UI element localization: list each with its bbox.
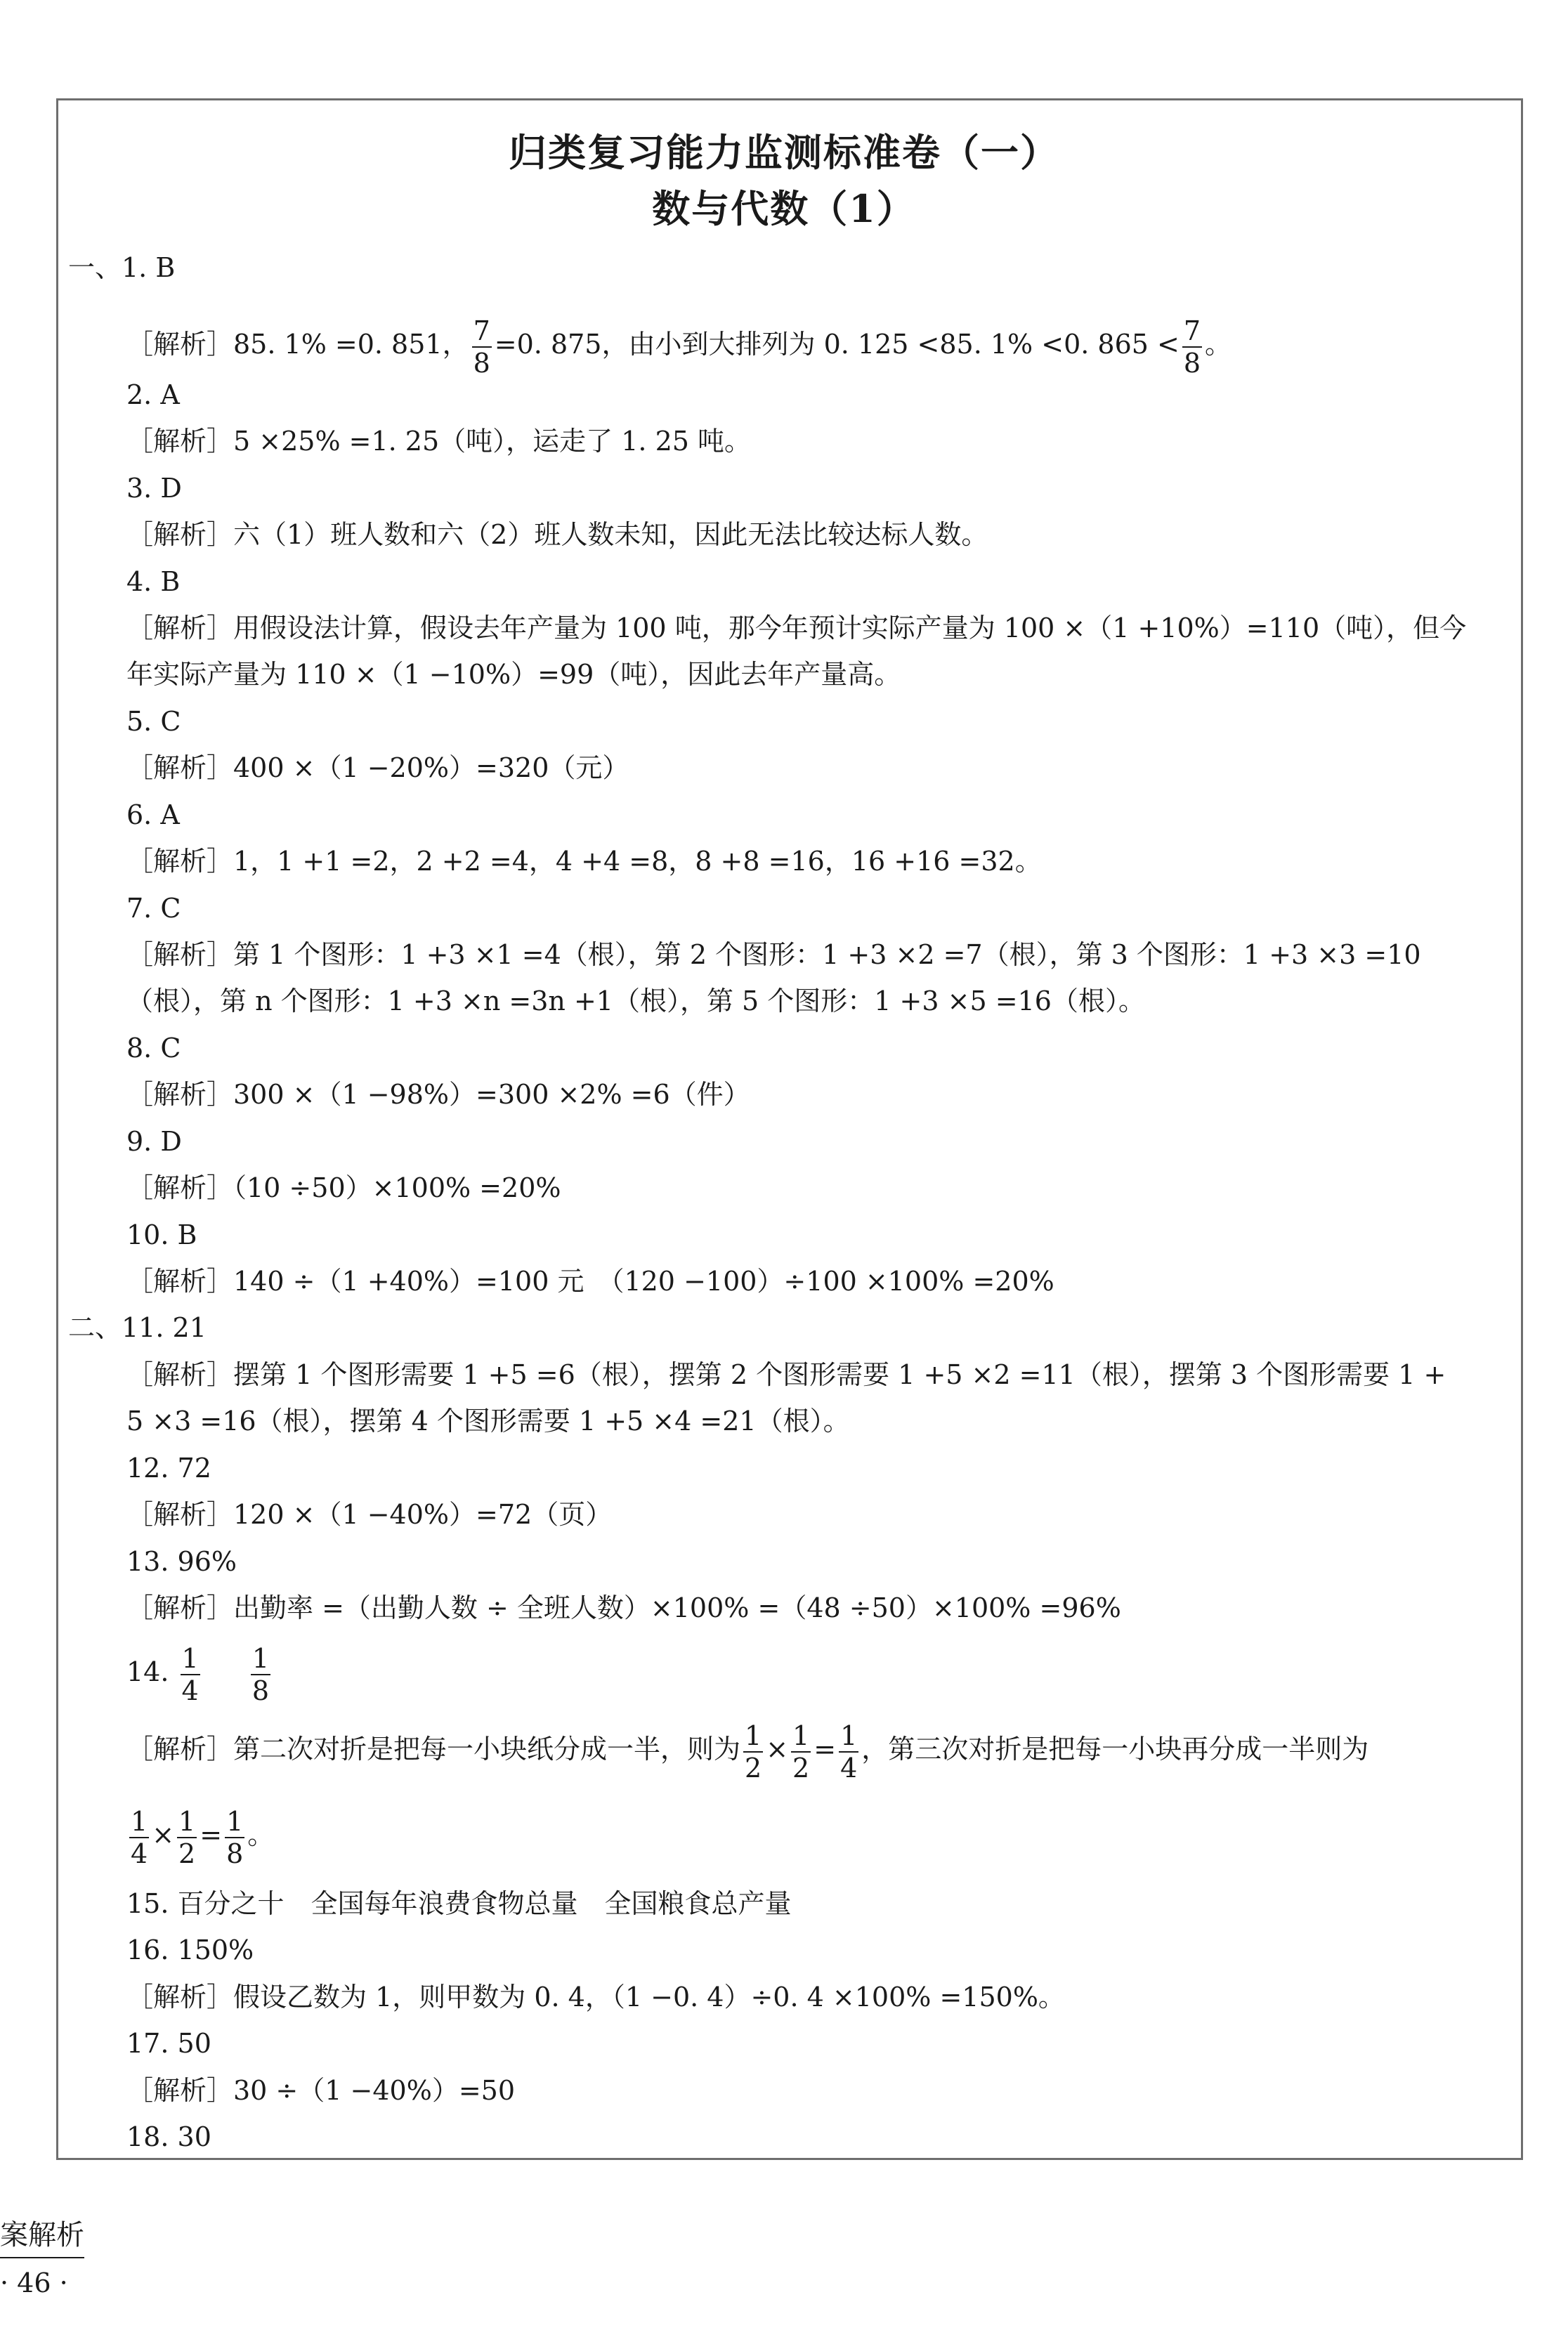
answer-7: 7. C [126,893,181,924]
footer-section-label: 案解析 [0,2213,84,2258]
fraction-1-2-third: $\frac{1}{2}$ [178,1805,196,1869]
analysis-14-line-2 [126,1800,274,1870]
fraction-7-8-second: $\frac{7}{8}$ [1183,315,1201,379]
analysis-11-line-1: ［解析］摆第 1 个图形需要 1 +5 =6（根），摆第 2 个图形需要 1 +5 ×2 =11（根），摆第 3 个图形需要 1 + [126,1359,1446,1390]
analysis-14-line-1 [126,1714,1368,1784]
analysis-5: ［解析］400 ×（1 −20%）=320（元） [126,752,629,783]
answer-14 [126,1637,273,1707]
page-frame [56,98,1523,2160]
analysis-1 [126,309,1231,379]
analysis-2: ［解析］5 ×25% =1. 25（吨），运走了 1. 25 吨。 [126,426,752,457]
page-number: · 46 · [0,2267,68,2298]
analysis-13: ［解析］出勤率 =（出勤人数 ÷ 全班人数）×100% =（48 ÷50）×100% =96% [126,1592,1121,1623]
answer-13: 13. 96% [126,1546,237,1577]
analysis-7-line-1: ［解析］第 1 个图形：1 +3 ×1 =4（根），第 2 个图形：1 +3 ×2 =7（根），第 3 个图形：1 +3 ×3 =10 [126,939,1421,970]
page-title: 归类复习能力监测标准卷（一） [509,130,1059,175]
answer-9: 9. D [126,1126,182,1157]
analysis-11-line-2: 5 ×3 =16（根），摆第 4 个图形需要 1 +5 ×4 =21（根）。 [126,1406,850,1436]
analysis-10: ［解析］140 ÷（1 +40%）=100 元 （120 −100）÷100 ×100% =20% [126,1266,1054,1297]
answer-18: 18. 30 [126,2121,211,2152]
answer-11: 二、11. 21 [68,1312,207,1343]
times-sign-second: × [152,1819,175,1850]
analysis-9: ［解析］（10 ÷50）×100% =20% [126,1172,561,1203]
answer-2: 2. A [126,379,180,410]
answer-17: 17. 50 [126,2028,211,2059]
answer-16: 16. 150% [126,1935,254,1965]
answer-6: 6. A [126,799,180,830]
fraction-1-2-second: $\frac{1}{2}$ [792,1720,810,1784]
analysis-14-text-a: ［解析］第二次对折是把每一小块纸分成一半，则为 [126,1734,741,1765]
analysis-14-text-b: ，第三次对折是把每一小块再分成一半则为 [861,1734,1369,1765]
analysis-8: ［解析］300 ×（1 −98%）=300 ×2% =6（件） [126,1079,750,1110]
answer-12: 12. 72 [126,1453,211,1484]
fraction-1-4-result: $\frac{1}{4}$ [840,1720,858,1784]
fraction-1-2: $\frac{1}{2}$ [745,1720,762,1784]
analysis-7-line-2: （根），第 n 个图形：1 +3 ×n =3n +1（根），第 5 个图形：1 +3 ×5 =16（根）。 [126,986,1145,1016]
equals-sign-second: = [200,1819,223,1850]
equals-sign: = [814,1734,837,1765]
answer-10: 10. B [126,1219,197,1250]
analysis-4-line-2: 年实际产量为 110 ×（1 −10%）=99（吨），因此去年产量高。 [126,659,901,690]
answer-8: 8. C [126,1033,181,1063]
fraction-7-8: $\frac{7}{8}$ [473,315,490,379]
analysis-1-text-c: 。 [1205,329,1232,360]
analysis-1-text-b: =0. 875，由小到大排列为 0. 125 <85. 1% <0. 865 < [494,329,1180,360]
answer-5: 5. C [126,706,181,737]
answer-1: 一、1. B [68,252,176,283]
fraction-1-8-result: $\frac{1}{8}$ [226,1805,244,1869]
fraction-1-4-second: $\frac{1}{4}$ [131,1805,148,1869]
analysis-12: ［解析］120 ×（1 −40%）=72（页） [126,1499,613,1530]
analysis-4-line-1: ［解析］用假设法计算，假设去年产量为 100 吨，那今年预计实际产量为 100 ×（1 +10%）=110（吨），但今 [126,613,1467,643]
answer-4: 4. B [126,566,181,597]
analysis-6: ［解析］1，1 +1 =2，2 +2 =4，4 +4 =8，8 +8 =16，16 +16 =32。 [126,846,1042,877]
fraction-1-4: $\frac{1}{4}$ [181,1642,199,1706]
answer-15: 15. 百分之十 全国每年浪费食物总量 全国粮食总产量 [126,1888,792,1919]
analysis-16: ［解析］假设乙数为 1，则甲数为 0. 4，（1 −0. 4）÷0. 4 ×100% =150%。 [126,1982,1065,2012]
answer-14-number: 14. [126,1656,169,1687]
times-sign: × [766,1734,789,1765]
analysis-3: ［解析］六（1）班人数和六（2）班人数未知，因此无法比较达标人数。 [126,519,988,550]
answer-3: 3. D [126,473,182,504]
analysis-1-text-a: ［解析］85. 1% =0. 851， [126,329,469,360]
analysis-17: ［解析］30 ÷（1 −40%）=50 [126,2075,516,2106]
page-subtitle: 数与代数（1） [652,186,916,231]
analysis-14-end: 。 [247,1819,275,1850]
fraction-1-8: $\frac{1}{8}$ [251,1642,270,1706]
